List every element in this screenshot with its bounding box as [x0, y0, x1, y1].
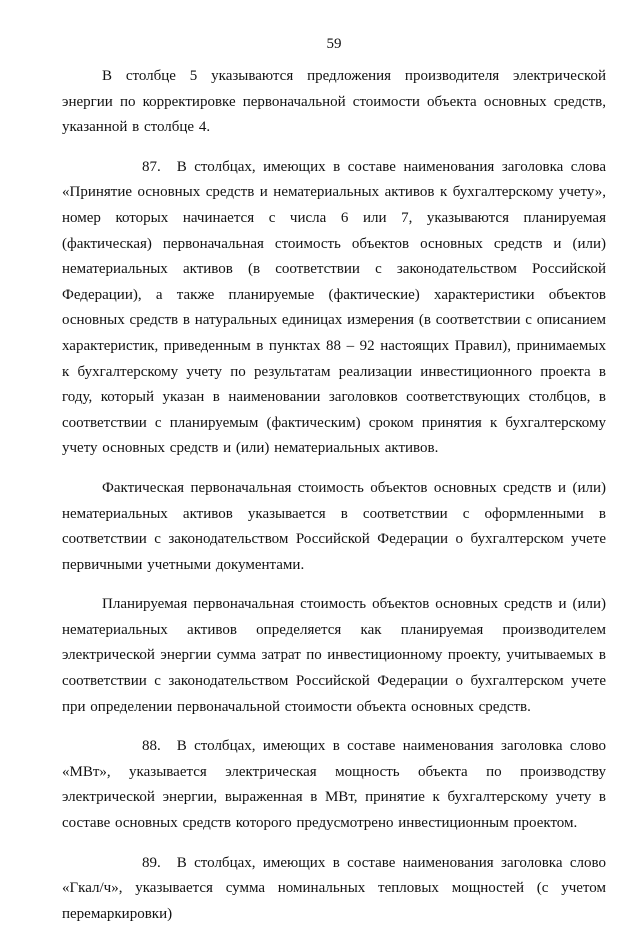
paragraph-text: В столбцах, имеющих в составе наименования заголовка слово «МВт», указывается электрическая мощность объекта по производству электрической энергии, выраженная в МВт, принятие к бухгалтерскому учету в составе основных средств которого предусмотрено инвестиционным проектом.: [62, 738, 606, 832]
paragraph-planned-cost: [62, 592, 606, 720]
paragraph-88: [62, 734, 606, 836]
paragraph-column-5: [62, 64, 606, 141]
paragraph-number: 87.: [142, 158, 161, 175]
page-number: 59: [326, 36, 342, 52]
paragraph-text: В столбце 5 указываются предложения производителя электрической энергии по корректировке первоначальной стоимости объекта основных средств, указанной в столбце 4.: [62, 68, 606, 136]
paragraph-number: 88.: [142, 738, 161, 755]
paragraph-text: Фактическая первоначальная стоимость объектов основных средств и (или) нематериальных активов указывается в соответствии с оформленными в соответствии с законодательством Российской Федерации о бухгалтерском учете первичными учетными документами.: [62, 479, 606, 573]
paragraph-text: В столбцах, имеющих в составе наименования заголовка слово «Гкал/ч», указывается сумма номинальных тепловых мощностей (с учетом перемаркировки): [62, 854, 606, 922]
paragraph-actual-cost: [62, 476, 606, 578]
paragraph-89: [62, 851, 606, 928]
paragraph-number: 89.: [142, 854, 161, 871]
paragraph-87: [62, 155, 606, 462]
paragraph-text: Планируемая первоначальная стоимость объектов основных средств и (или) нематериальных активов определяется как планируемая производителем электрической энергии сумма затрат по инвестиционному проекту, учитываемых в соответствии с законодательством Российской Федерации о бухгалтерском учете при определении первоначальной стоимости объекта основных средств.: [62, 596, 606, 715]
paragraph-text: В столбцах, имеющих в составе наименования заголовка слова «Принятие основных средств и нематериальных активов к бухгалтерскому учету», номер которых начинается с числа 6 или 7, указываются планируемая (фактическая) первоначальная стоимость объектов основных средств и (или) нематериальных активов (в соответствии с законодательством Российской Федерации), а также планируемые (фактические) характеристики объектов основных средств в натуральных единицах измерения (в соответствии с описанием характеристик, приведенным в пунктах 88 – 92 настоящих Правил), принимаемых к бухгалтерскому учету по результатам реализации инвестиционного проекта в году, который указан в наименовании заголовков соответствующих столбцов, в соответствии с планируемым (фактическим) сроком принятия к бухгалтерскому учету основных средств и (или) нематериальных активов.: [62, 158, 606, 457]
body-text: [62, 64, 606, 941]
